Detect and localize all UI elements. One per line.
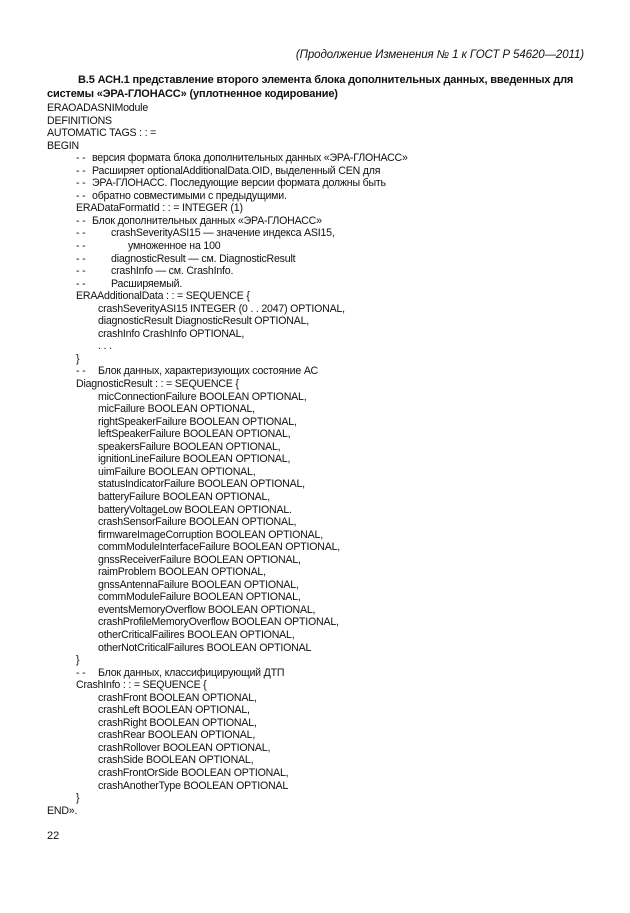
sequence-member: crashRight BOOLEAN OPTIONAL, [98, 716, 257, 729]
closing-brace: } [76, 352, 80, 365]
field-comment-line [47, 240, 607, 253]
sequence-member: otherCriticalFailires BOOLEAN OPTIONAL, [98, 628, 295, 641]
end-keyword: END». [47, 804, 78, 817]
section-title-line-2: системы «ЭРА-ГЛОНАСС» (уплотненное кодирование) [47, 87, 338, 100]
section-title-line-1: В.5 АСН.1 представление второго элемента блока дополнительных данных, введенных для [78, 74, 574, 86]
field-comment-text: crashSeverityASI15 — значение индекса ASI15, [111, 227, 335, 240]
field-comment-text: crashInfo — см. CrashInfo. [111, 265, 234, 278]
comment-dash: - - [76, 365, 86, 378]
tags-line: AUTOMATIC TAGS : : = [47, 127, 157, 140]
comment-dash: - - [76, 265, 86, 278]
sequence-member: micFailure BOOLEAN OPTIONAL, [98, 403, 255, 416]
comment-dash: - - [76, 152, 86, 165]
comment-text: Расширяет optionalAdditionalData.OID, выделенный CEN для [92, 164, 381, 177]
sequence-member: commModuleFailure BOOLEAN OPTIONAL, [98, 591, 301, 604]
crash-info-members [47, 692, 607, 792]
sequence-member: batteryFailure BOOLEAN OPTIONAL, [98, 490, 270, 503]
comment-text: ЭРА-ГЛОНАСС. Последующие версии формата должны быть [92, 177, 386, 190]
field-comment-text: diagnosticResult — см. DiagnosticResult [111, 252, 296, 265]
closing-brace: } [76, 792, 80, 805]
sequence-member: crashRollover BOOLEAN OPTIONAL, [98, 741, 271, 754]
sequence-member: crashLeft BOOLEAN OPTIONAL, [98, 704, 250, 717]
sequence-member: crashProfileMemoryOverflow BOOLEAN OPTIONAL, [98, 616, 339, 629]
begin-keyword: BEGIN [47, 139, 79, 152]
sequence-member: crashInfo CrashInfo OPTIONAL, [98, 327, 245, 340]
module-name: ERAOADASNIModule [47, 102, 149, 114]
comment-line [47, 152, 607, 165]
definitions-keyword: DEFINITIONS [47, 114, 112, 127]
comment-text: Блок данных, характеризующих состояние АС [98, 365, 318, 378]
diagnostic-result-members [47, 391, 607, 654]
sequence-member: otherNotCriticalFailures BOOLEAN OPTIONAL [98, 641, 312, 654]
comment-line [47, 177, 607, 190]
diagnostic-result-header: DiagnosticResult : : = SEQUENCE { [76, 378, 239, 391]
comment-dash: - - [76, 164, 86, 177]
field-comment-line [47, 278, 607, 291]
format-id-definition: ERADataFormatId : : = INTEGER (1) [76, 202, 243, 215]
comment-dash: - - [76, 240, 86, 253]
era-additional-data-header: ERAAdditionalData : : = SEQUENCE { [76, 290, 250, 303]
sequence-member: eventsMemoryOverflow BOOLEAN OPTIONAL, [98, 603, 316, 616]
crash-info-header: CrashInfo : : = SEQUENCE { [76, 679, 207, 692]
running-header: (Продолжение Изменения № 1 к ГОСТ Р 54620—2011) [295, 49, 584, 61]
comment-line [47, 165, 607, 178]
comment-text: версия формата блока дополнительных данных «ЭРА-ГЛОНАСС» [92, 152, 408, 165]
sequence-member: raimProblem BOOLEAN OPTIONAL, [98, 566, 266, 579]
sequence-member: crashAnotherType BOOLEAN OPTIONAL [98, 779, 289, 792]
sequence-member: commModuleInterfaceFailure BOOLEAN OPTIONAL, [98, 541, 341, 554]
sequence-member: batteryVoltageLow BOOLEAN OPTIONAL. [98, 503, 292, 516]
field-comment-text: Расширяемый. [111, 277, 183, 290]
section-title [47, 74, 592, 101]
sequence-member: crashFrontOrSide BOOLEAN OPTIONAL, [98, 766, 289, 779]
sequence-member: leftSpeakerFailure BOOLEAN OPTIONAL, [98, 428, 291, 441]
field-comment-line [47, 253, 607, 266]
sequence-member: ignitionLineFailure BOOLEAN OPTIONAL, [98, 453, 291, 466]
sequence-member: crashSide BOOLEAN OPTIONAL, [98, 754, 254, 767]
sequence-member: crashSensorFailure BOOLEAN OPTIONAL, [98, 516, 297, 529]
field-comment-line [47, 265, 607, 278]
sequence-member: crashSeverityASI15 INTEGER (0 . . 2047) OPTIONAL, [98, 302, 345, 315]
sequence-member: speakersFailure BOOLEAN OPTIONAL, [98, 440, 281, 453]
comment-text: Блок дополнительных данных «ЭРА-ГЛОНАСС» [92, 214, 322, 227]
comment-line [47, 667, 607, 680]
sequence-member: crashRear BOOLEAN OPTIONAL, [98, 729, 256, 742]
sequence-member: uimFailure BOOLEAN OPTIONAL, [98, 465, 256, 478]
comment-text: обратно совместимыми с предыдущими. [92, 189, 287, 202]
asn1-listing [47, 102, 607, 817]
sequence-member: crashFront BOOLEAN OPTIONAL, [98, 691, 257, 704]
sequence-member: micConnectionFailure BOOLEAN OPTIONAL, [98, 390, 307, 403]
comment-line [47, 215, 607, 228]
comment-dash: - - [76, 277, 86, 290]
sequence-member: firmwareImageCorruption BOOLEAN OPTIONAL, [98, 528, 323, 541]
page-number: 22 [47, 830, 60, 842]
field-comment-line [47, 227, 607, 240]
sequence-member: gnssAntennaFailure BOOLEAN OPTIONAL, [98, 578, 299, 591]
comment-dash: - - [76, 227, 86, 240]
sequence-ellipsis: . . . [98, 340, 112, 353]
comment-line [47, 190, 607, 203]
comment-dash: - - [76, 189, 86, 202]
comment-dash: - - [76, 252, 86, 265]
sequence-member: statusIndicatorFailure BOOLEAN OPTIONAL, [98, 478, 305, 491]
closing-brace: } [76, 654, 80, 667]
comment-line [47, 365, 607, 378]
sequence-member: diagnosticResult DiagnosticResult OPTIONAL, [98, 315, 310, 328]
sequence-member: rightSpeakerFailure BOOLEAN OPTIONAL, [98, 415, 297, 428]
comment-dash: - - [76, 214, 86, 227]
field-comment-text: умноженное на 100 [128, 240, 221, 253]
sequence-member: gnssReceiverFailure BOOLEAN OPTIONAL, [98, 553, 301, 566]
comment-dash: - - [76, 666, 86, 679]
comment-dash: - - [76, 177, 86, 190]
comment-text: Блок данных, классифицирующий ДТП [98, 666, 285, 679]
